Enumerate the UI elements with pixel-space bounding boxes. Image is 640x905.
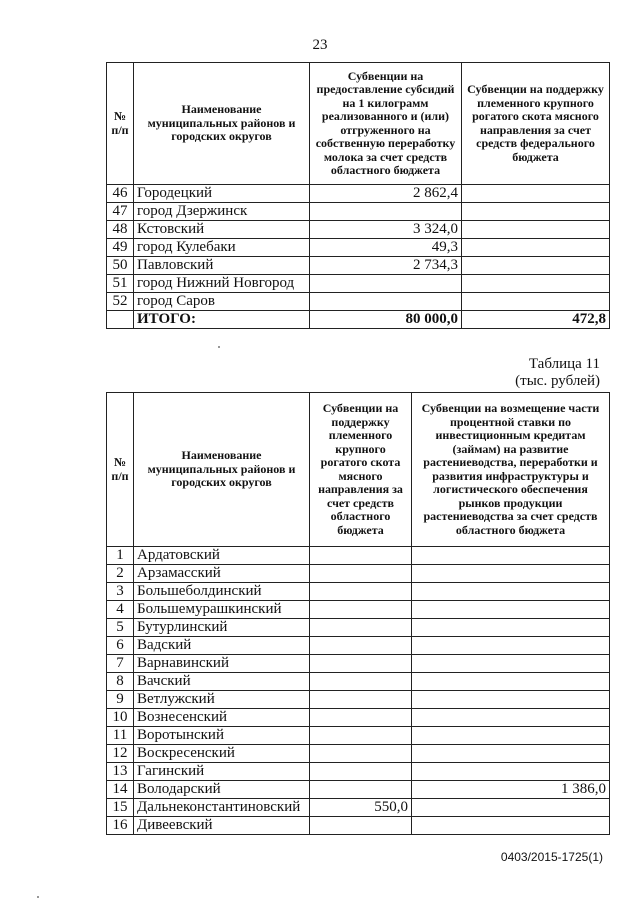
- cell-col2: [462, 239, 610, 257]
- cell-col2: 1 386,0: [412, 781, 610, 799]
- document-code: 0403/2015-1725(1): [500, 850, 603, 864]
- cell-num: 13: [107, 763, 134, 781]
- cell-col1: [310, 817, 412, 835]
- cell-col1: [310, 203, 462, 221]
- cell-col1: [310, 293, 462, 311]
- header-name: Наименование муниципальных районов и городских округов: [134, 63, 310, 185]
- table-row: [107, 727, 610, 745]
- total-num-cell: [107, 311, 134, 329]
- cell-num: 50: [107, 257, 134, 275]
- cell-num: 15: [107, 799, 134, 817]
- cell-col2: [412, 745, 610, 763]
- cell-col1: [310, 691, 412, 709]
- cell-name: город Саров: [134, 293, 310, 311]
- cell-name: Вадский: [134, 637, 310, 655]
- cell-col2: [412, 637, 610, 655]
- table-row: [107, 203, 610, 221]
- cell-col1: 2 734,3: [310, 257, 462, 275]
- cell-col2: [462, 221, 610, 239]
- cell-num: 11: [107, 727, 134, 745]
- cell-col1: [310, 637, 412, 655]
- scan-speck: [37, 896, 39, 898]
- cell-col2: [462, 257, 610, 275]
- cell-col2: [462, 275, 610, 293]
- cell-col2: [412, 763, 610, 781]
- table-row: [107, 257, 610, 275]
- cell-col1: 3 324,0: [310, 221, 462, 239]
- cell-num: 7: [107, 655, 134, 673]
- table-row: [107, 185, 610, 203]
- header-col2: Субвенции на поддержку племенного крупного рогатого скота мясного направления за счет средств федерального бюджета: [462, 63, 610, 185]
- cell-name: Дивеевский: [134, 817, 310, 835]
- cell-col2: [412, 799, 610, 817]
- cell-col2: [412, 709, 610, 727]
- cell-col1: 49,3: [310, 239, 462, 257]
- table-row: [107, 275, 610, 293]
- cell-num: 6: [107, 637, 134, 655]
- table-header-row: [107, 63, 610, 185]
- cell-num: 51: [107, 275, 134, 293]
- cell-num: 52: [107, 293, 134, 311]
- cell-num: 14: [107, 781, 134, 799]
- cell-name: Варнавинский: [134, 655, 310, 673]
- total-label: ИТОГО:: [134, 311, 310, 329]
- table-row: [107, 293, 610, 311]
- cell-name: Арзамасский: [134, 565, 310, 583]
- cell-col2: [412, 547, 610, 565]
- cell-name: Воротынский: [134, 727, 310, 745]
- table-row: [107, 763, 610, 781]
- cell-name: Городецкий: [134, 185, 310, 203]
- table-subsidies-11: [106, 392, 610, 835]
- cell-name: город Нижний Новгород: [134, 275, 310, 293]
- cell-num: 3: [107, 583, 134, 601]
- cell-name: Кстовский: [134, 221, 310, 239]
- table-row: [107, 583, 610, 601]
- total-col2: 472,8: [462, 311, 610, 329]
- cell-num: 4: [107, 601, 134, 619]
- cell-col2: [462, 293, 610, 311]
- cell-col1: [310, 655, 412, 673]
- cell-name: Ветлужский: [134, 691, 310, 709]
- page-number: 23: [312, 37, 328, 53]
- scan-speck: [218, 346, 220, 348]
- total-col1: 80 000,0: [310, 311, 462, 329]
- cell-name: Бутурлинский: [134, 619, 310, 637]
- table-row: [107, 781, 610, 799]
- table-caption: Таблица 11: [528, 356, 600, 372]
- cell-name: город Дзержинск: [134, 203, 310, 221]
- cell-col1: [310, 583, 412, 601]
- table-row: [107, 547, 610, 565]
- cell-name: Большемурашкинский: [134, 601, 310, 619]
- cell-col2: [412, 655, 610, 673]
- total-row: [107, 311, 610, 329]
- table-subsidies-1: [106, 62, 610, 329]
- cell-col1: [310, 601, 412, 619]
- cell-col2: [412, 727, 610, 745]
- cell-col2: [412, 817, 610, 835]
- cell-col1: [310, 745, 412, 763]
- table-row: [107, 673, 610, 691]
- cell-col2: [412, 583, 610, 601]
- cell-num: 49: [107, 239, 134, 257]
- table-row: [107, 745, 610, 763]
- cell-num: 16: [107, 817, 134, 835]
- table-units: (тыс. рублей): [515, 373, 600, 389]
- header-col1: Субвенции на поддержку племенного крупного рогатого скота мясного направления за счет средств областного бюджета: [310, 393, 412, 547]
- header-num: № п/п: [107, 63, 134, 185]
- cell-num: 1: [107, 547, 134, 565]
- cell-col2: [462, 185, 610, 203]
- cell-col1: [310, 619, 412, 637]
- cell-col1: [310, 565, 412, 583]
- cell-num: 47: [107, 203, 134, 221]
- header-num: № п/п: [107, 393, 134, 547]
- table-row: [107, 637, 610, 655]
- table-header-row: [107, 393, 610, 547]
- cell-col1: [310, 547, 412, 565]
- cell-num: 46: [107, 185, 134, 203]
- table-row: [107, 709, 610, 727]
- cell-col2: [412, 619, 610, 637]
- cell-col1: [310, 727, 412, 745]
- cell-col1: [310, 709, 412, 727]
- cell-name: город Кулебаки: [134, 239, 310, 257]
- cell-num: 48: [107, 221, 134, 239]
- cell-name: Павловский: [134, 257, 310, 275]
- cell-name: Гагинский: [134, 763, 310, 781]
- cell-name: Вачский: [134, 673, 310, 691]
- table-row: [107, 817, 610, 835]
- cell-col1: [310, 781, 412, 799]
- cell-col1: [310, 275, 462, 293]
- cell-col2: [412, 601, 610, 619]
- cell-col2: [412, 673, 610, 691]
- cell-col1: 2 862,4: [310, 185, 462, 203]
- cell-col1: [310, 673, 412, 691]
- table-row: [107, 655, 610, 673]
- cell-num: 8: [107, 673, 134, 691]
- header-name: Наименование муниципальных районов и городских округов: [134, 393, 310, 547]
- table-row: [107, 221, 610, 239]
- cell-name: Воскресенский: [134, 745, 310, 763]
- cell-name: Дальнеконстантиновский: [134, 799, 310, 817]
- cell-num: 5: [107, 619, 134, 637]
- cell-col1: 550,0: [310, 799, 412, 817]
- table-row: [107, 799, 610, 817]
- table-row: [107, 619, 610, 637]
- cell-name: Володарский: [134, 781, 310, 799]
- cell-col1: [310, 763, 412, 781]
- table-row: [107, 239, 610, 257]
- cell-num: 10: [107, 709, 134, 727]
- cell-col2: [412, 565, 610, 583]
- cell-name: Ардатовский: [134, 547, 310, 565]
- cell-num: 2: [107, 565, 134, 583]
- cell-col2: [462, 203, 610, 221]
- table-row: [107, 565, 610, 583]
- cell-num: 9: [107, 691, 134, 709]
- header-col2: Субвенции на возмещение части процентной ставки по инвестиционным кредитам (займам) на развитие растениеводства, переработки и развития инфраструктуры и логистического обеспечения рынков продукции растениеводства за счет средств областного бюджета: [412, 393, 610, 547]
- header-col1: Субвенции на предоставление субсидий на 1 килограмм реализованного и (или) отгруженного на собственную переработку молока за счет средств областного бюджета: [310, 63, 462, 185]
- cell-name: Вознесенский: [134, 709, 310, 727]
- table-row: [107, 691, 610, 709]
- table-row: [107, 601, 610, 619]
- cell-col2: [412, 691, 610, 709]
- cell-name: Большеболдинский: [134, 583, 310, 601]
- cell-num: 12: [107, 745, 134, 763]
